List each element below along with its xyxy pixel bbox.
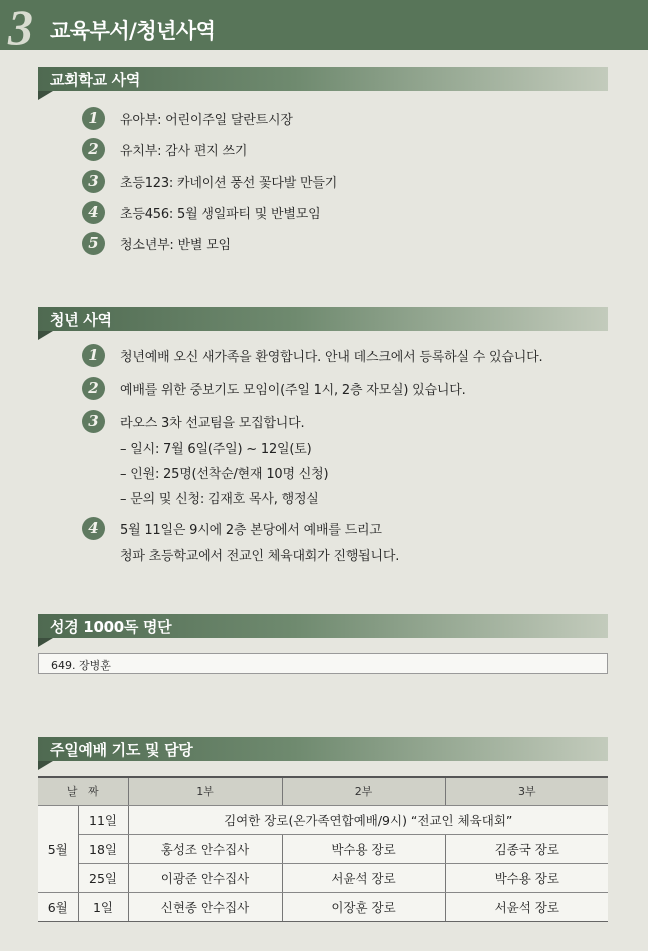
number-badge: 3 [82,170,105,193]
table-row [38,805,608,834]
number-badge: 4 [82,517,105,540]
section-heading-church-school [38,67,608,91]
list-item-text: 5월 11일은 9시에 2층 본당에서 예배를 드리고 [120,523,382,538]
service-3-cell: 서윤석 장로 [445,892,608,921]
list-item-text: 초등456: 5월 생일파티 및 반별모임 [120,207,321,222]
list-item-text: 초등123: 카네이션 풍선 꽃다발 만들기 [120,176,338,191]
service-3-cell: 김종국 장로 [445,834,608,863]
table-row [38,892,608,921]
list-item-text: 청소년부: 반별 모임 [120,238,231,253]
section-heading-bible [38,614,608,638]
day-cell: 25일 [78,863,128,892]
service-2-cell: 박수용 장로 [282,834,445,863]
section-heading-youth [38,307,608,331]
prayer-schedule-table [38,776,608,922]
section-heading-label: 교회학교 사역 [50,71,141,89]
list-item-detail: – 인원: 25명(선착순/현재 10명 신청) [120,467,329,482]
day-cell: 18일 [78,834,128,863]
column-header-service-3: 3부 [445,777,608,805]
month-cell: 5월 [38,805,78,892]
service-1-cell: 이광준 안수집사 [128,863,282,892]
bible-reader-entry: 649. 장병훈 [51,659,111,672]
column-header-date: 날 짜 [38,777,128,805]
list-item-detail: 청파 초등학교에서 전교인 체육대회가 진행됩니다. [120,549,400,564]
number-badge: 1 [82,344,105,367]
section-heading-label: 성경 1000독 명단 [50,618,172,636]
section-heading-prayer [38,737,608,761]
list-item-text: 예배를 위한 중보기도 모임이(주일 1시, 2층 자모실) 있습니다. [120,383,466,398]
merged-service-cell: 김여한 장로(온가족연합예배/9시) “전교인 체육대회” [128,805,608,834]
day-cell: 11일 [78,805,128,834]
number-badge: 2 [82,138,105,161]
column-header-service-1: 1부 [128,777,282,805]
section-number: 3 [8,0,33,55]
service-2-cell: 이장훈 장로 [282,892,445,921]
list-item-detail: – 문의 및 신청: 김재호 목사, 행정실 [120,492,319,507]
list-item-detail: – 일시: 7월 6일(주일) ~ 12일(토) [120,442,312,457]
list-item-text: 유아부: 어린이주일 달란트시장 [120,113,293,128]
number-badge: 4 [82,201,105,224]
list-item-text: 청년예배 오신 새가족을 환영합니다. 안내 데스크에서 등록하실 수 있습니다. [120,350,543,365]
list-item-text: 유치부: 감사 편지 쓰기 [120,144,248,159]
service-2-cell: 서윤석 장로 [282,863,445,892]
day-cell: 1일 [78,892,128,921]
service-1-cell: 신현종 안수집사 [128,892,282,921]
number-badge: 3 [82,410,105,433]
number-badge: 5 [82,232,105,255]
month-cell: 6월 [38,892,78,921]
bible-reader-list [38,653,608,674]
service-3-cell: 박수용 장로 [445,863,608,892]
service-1-cell: 홍성조 안수집사 [128,834,282,863]
number-badge: 1 [82,107,105,130]
section-heading-label: 주일예배 기도 및 담당 [50,741,193,759]
table-row [38,863,608,892]
column-header-service-2: 2부 [282,777,445,805]
section-heading-label: 청년 사역 [50,311,112,329]
page-header [0,0,648,55]
number-badge: 2 [82,377,105,400]
page-title: 교육부서/청년사역 [50,19,216,43]
table-header-row [38,777,608,805]
list-item-text: 라오스 3차 선교팀을 모집합니다. [120,416,305,431]
table-row [38,834,608,863]
